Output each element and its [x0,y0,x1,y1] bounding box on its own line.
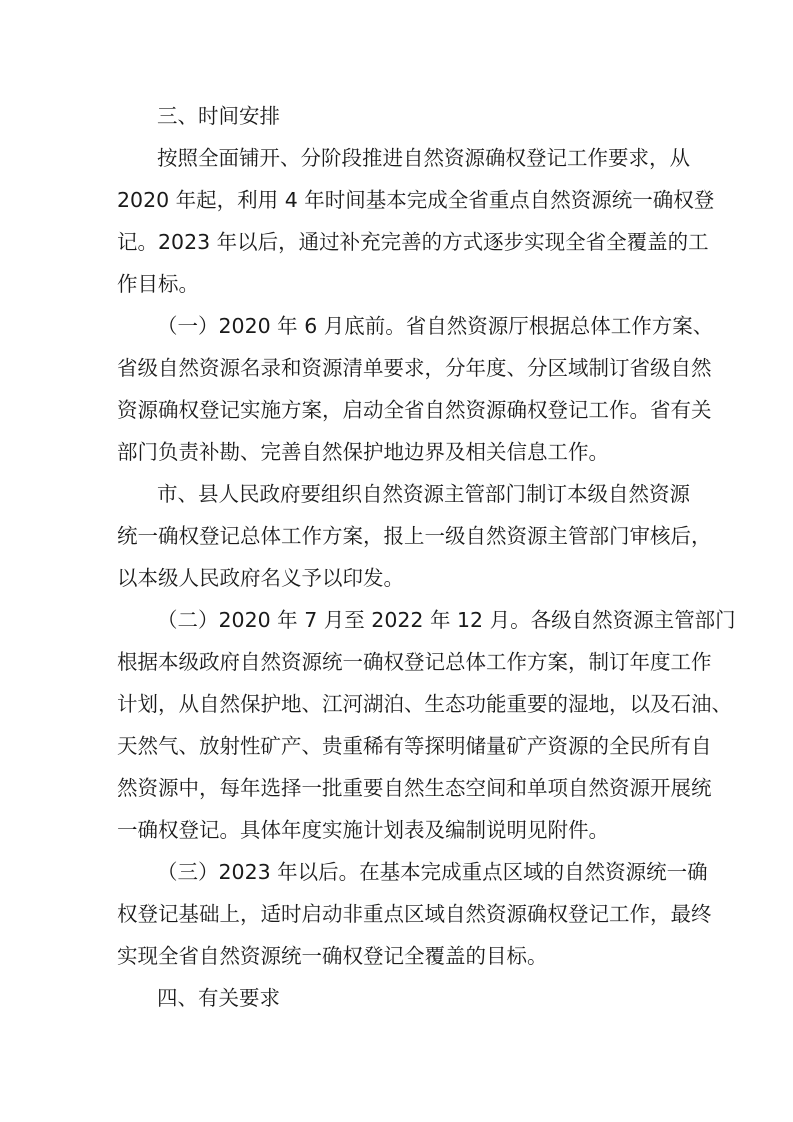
paragraph-line: 天然气、放射性矿产、贵重稀有等探明储量矿产资源的全民所有自 [117,734,712,758]
paragraph-line: 部门负责补勘、完善自然保护地边界及相关信息工作。 [117,440,609,464]
section-heading-time-arrangement: 三、时间安排 [157,104,280,128]
paragraph-line: 然资源中，每年选择一批重要自然生态空间和单项自然资源开展统 [117,776,712,800]
paragraph-line: （二）2020 年 7 月至 2022 年 12 月。各级自然资源主管部门 [157,608,736,632]
paragraph-line: 市、县人民政府要组织自然资源主管部门制订本级自然资源 [157,482,690,506]
paragraph-line: 资源确权登记实施方案，启动全省自然资源确权登记工作。省有关 [117,398,712,422]
paragraph-line: 2020 年起，利用 4 年时间基本完成全省重点自然资源统一确权登 [117,188,715,212]
paragraph-line: 实现全省自然资源统一确权登记全覆盖的目标。 [117,944,548,968]
paragraph-line: 计划，从自然保护地、江河湖泊、生态功能重要的湿地，以及石油、 [117,692,732,716]
paragraph-line: （三）2023 年以后。在基本完成重点区域的自然资源统一确 [157,860,708,884]
paragraph-line: 按照全面铺开、分阶段推进自然资源确权登记工作要求，从 [157,146,690,170]
paragraph-line: 一确权登记。具体年度实施计划表及编制说明见附件。 [117,818,609,842]
paragraph-line: 以本级人民政府名义予以印发。 [117,566,404,590]
paragraph-line: 记。2023 年以后，通过补充完善的方式逐步实现全省全覆盖的工 [117,230,709,254]
section-heading-requirements: 四、有关要求 [157,986,280,1010]
paragraph-line: 权登记基础上，适时启动非重点区域自然资源确权登记工作，最终 [117,902,712,926]
paragraph-line: （一）2020 年 6 月底前。省自然资源厅根据总体工作方案、 [157,314,714,338]
paragraph-line: 省级自然资源名录和资源清单要求，分年度、分区域制订省级自然 [117,356,712,380]
paragraph-line: 统一确权登记总体工作方案，报上一级自然资源主管部门审核后， [117,524,712,548]
paragraph-line: 作目标。 [117,272,199,296]
paragraph-line: 根据本级政府自然资源统一确权登记总体工作方案，制订年度工作 [117,650,712,674]
